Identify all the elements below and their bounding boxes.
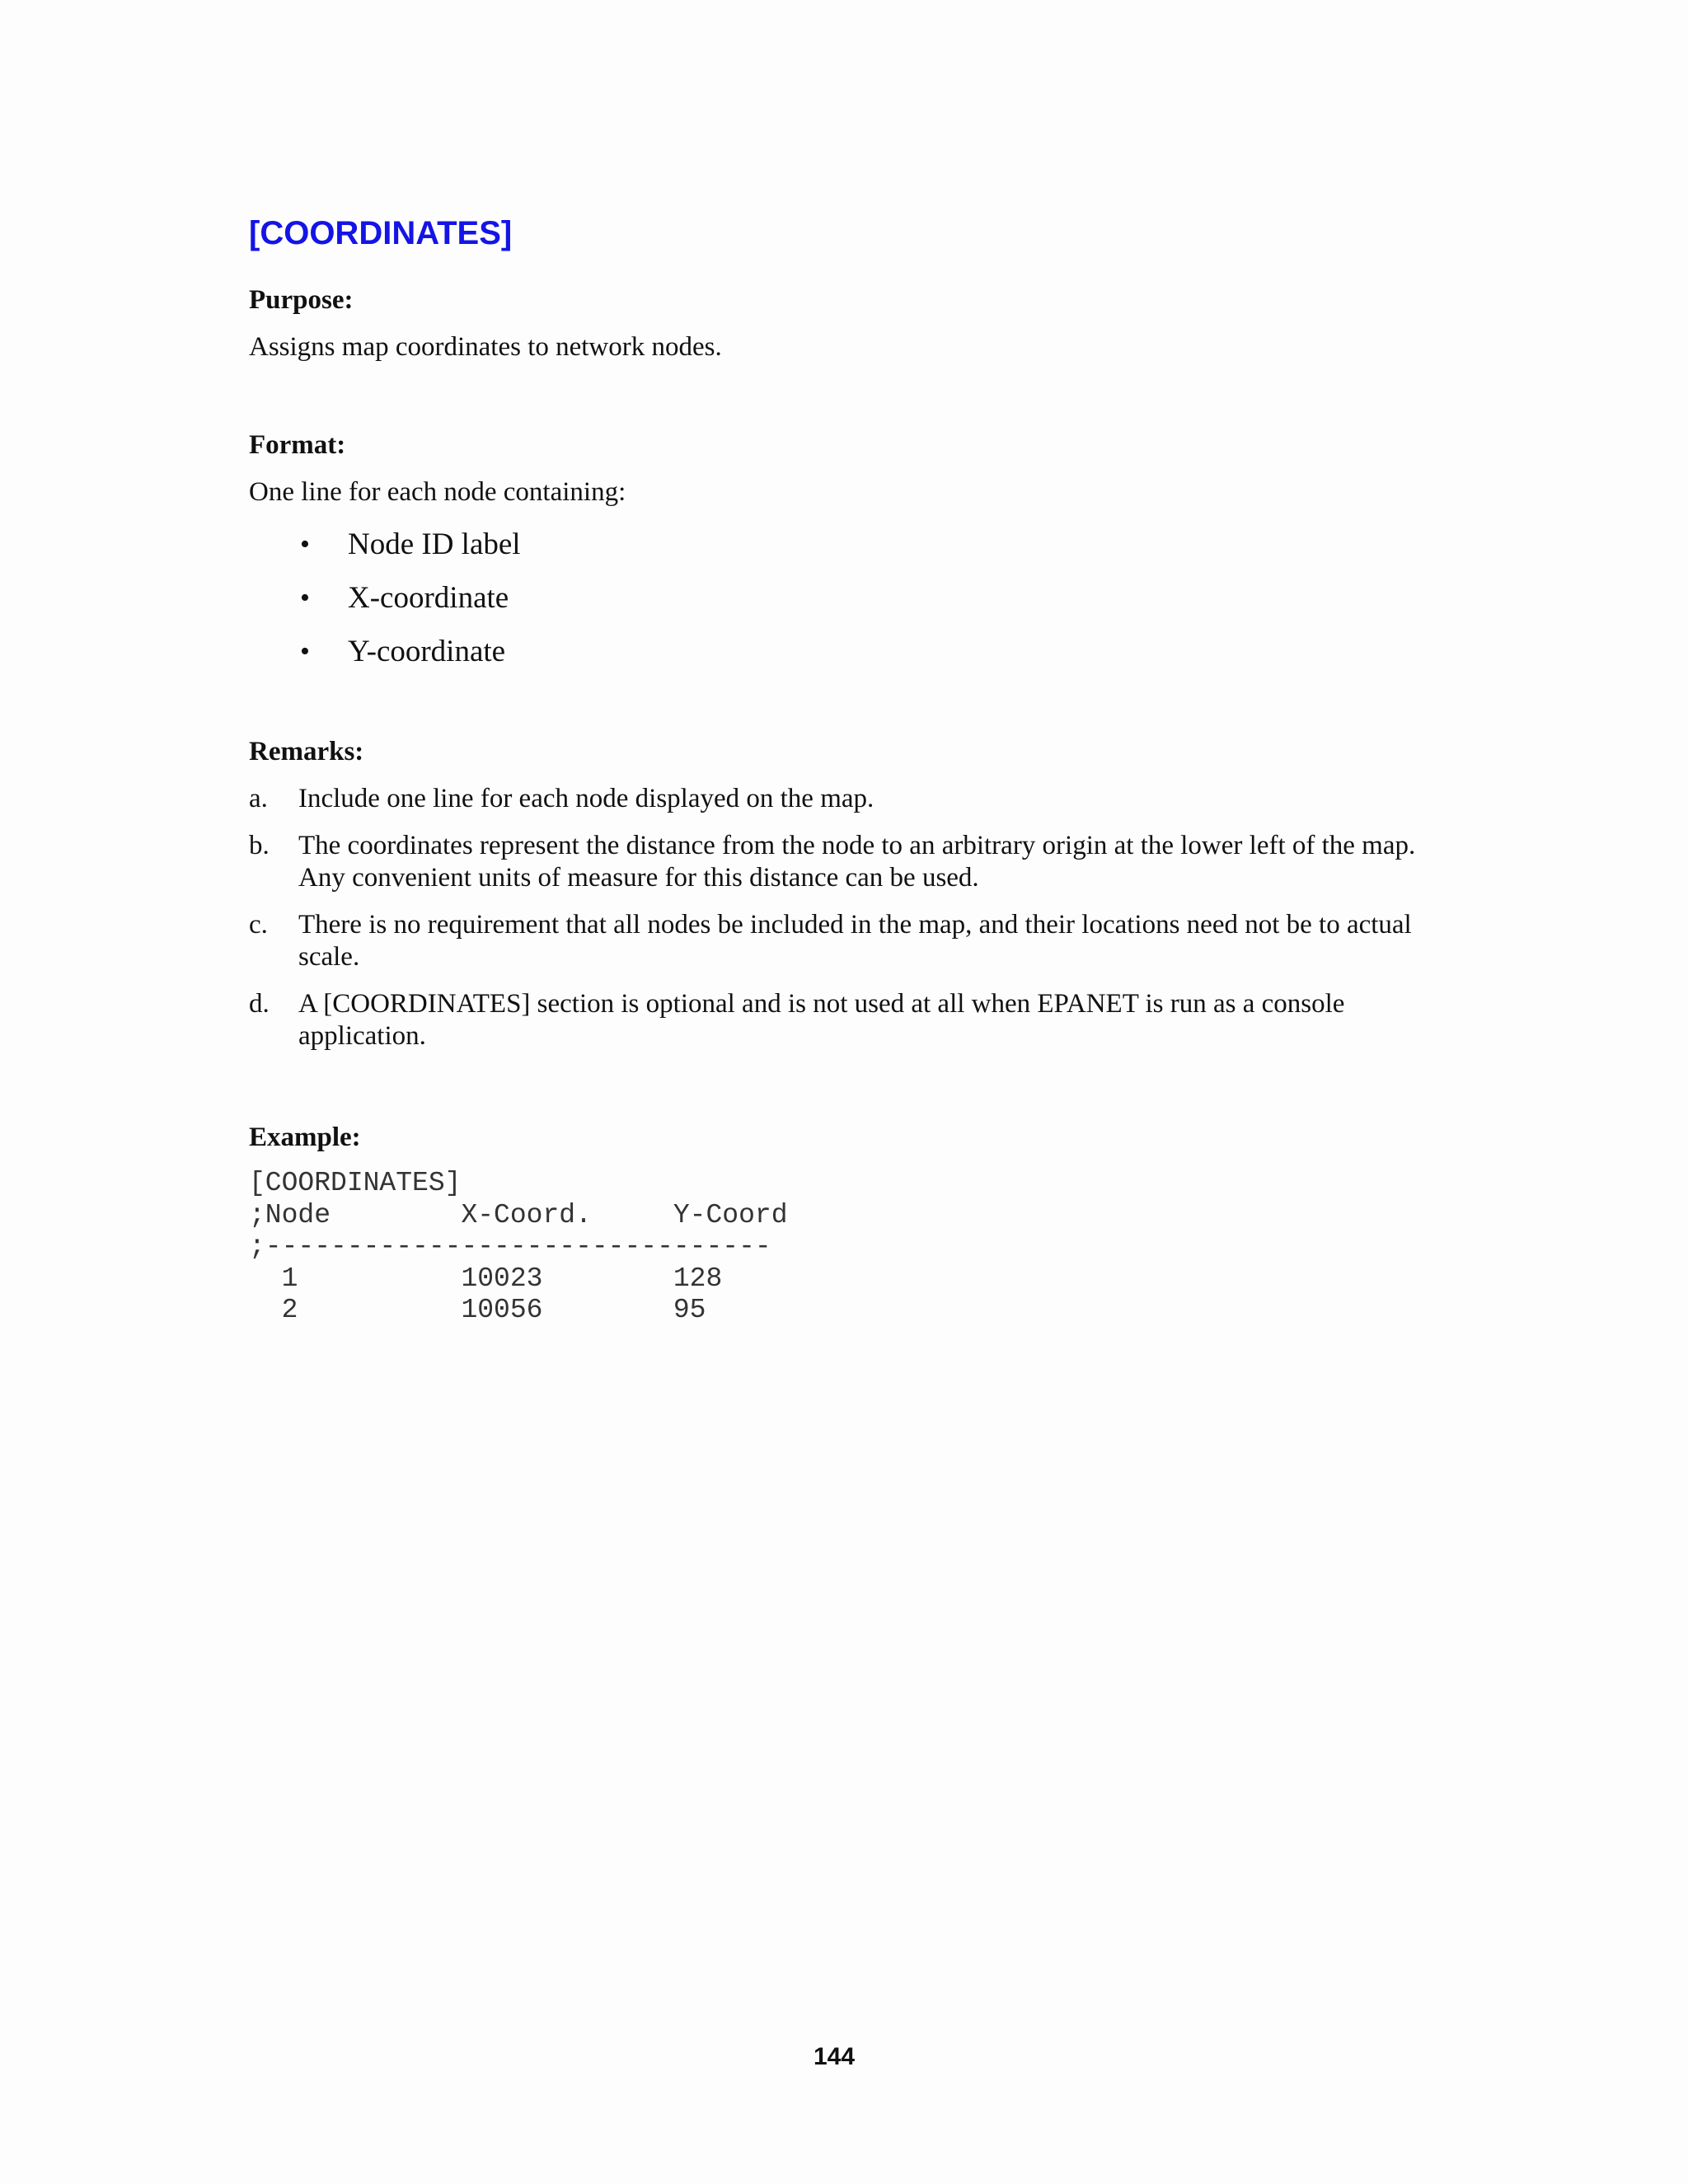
code-line: ;------------------------------- [249, 1231, 771, 1262]
code-line: ;Node X-Coord. Y-Coord [249, 1199, 788, 1230]
remark-letter: d. [249, 989, 270, 1019]
remark-item [249, 909, 1452, 973]
remark-item [249, 830, 1452, 894]
remark-item [249, 783, 1452, 815]
format-bullet-text: X-coordinate [348, 581, 509, 615]
bullet-icon: • [300, 583, 310, 613]
remark-letter: b. [249, 831, 270, 860]
bullet-icon: • [300, 636, 310, 667]
section-title: [COORDINATES] [249, 215, 513, 251]
page-number: 144 [813, 2043, 856, 2070]
purpose-text: Assigns map coordinates to network nodes. [249, 332, 722, 362]
remark-text: A [COORDINATES] section is optional and is not used at all when EPANET is run as a console application. [298, 989, 1345, 1051]
bullet-icon: • [300, 529, 310, 560]
remark-text: There is no requirement that all nodes be included in the map, and their locations need not be to actual scale. [298, 910, 1412, 972]
format-heading: Format: [249, 430, 346, 460]
remark-item [249, 988, 1452, 1052]
remark-text: Include one line for each node displayed on the map. [298, 784, 874, 813]
example-code-block [249, 1168, 788, 1327]
remark-letter: c. [249, 910, 268, 940]
remarks-list [249, 783, 1452, 1067]
code-line: 1 10023 128 [249, 1263, 723, 1294]
code-line: 2 10056 95 [249, 1295, 706, 1325]
example-heading: Example: [249, 1122, 361, 1152]
format-bullet-text: Y-coordinate [348, 635, 506, 668]
code-line: [COORDINATES] [249, 1168, 462, 1198]
remark-text: The coordinates represent the distance from the node to an arbitrary origin at the lower left of the map. Any convenient units of measure for this distance can be used. [298, 831, 1416, 893]
format-intro: One line for each node containing: [249, 477, 626, 507]
format-bullet-text: Node ID label [348, 527, 521, 561]
remark-letter: a. [249, 784, 268, 813]
purpose-heading: Purpose: [249, 285, 354, 315]
remarks-heading: Remarks: [249, 737, 364, 766]
